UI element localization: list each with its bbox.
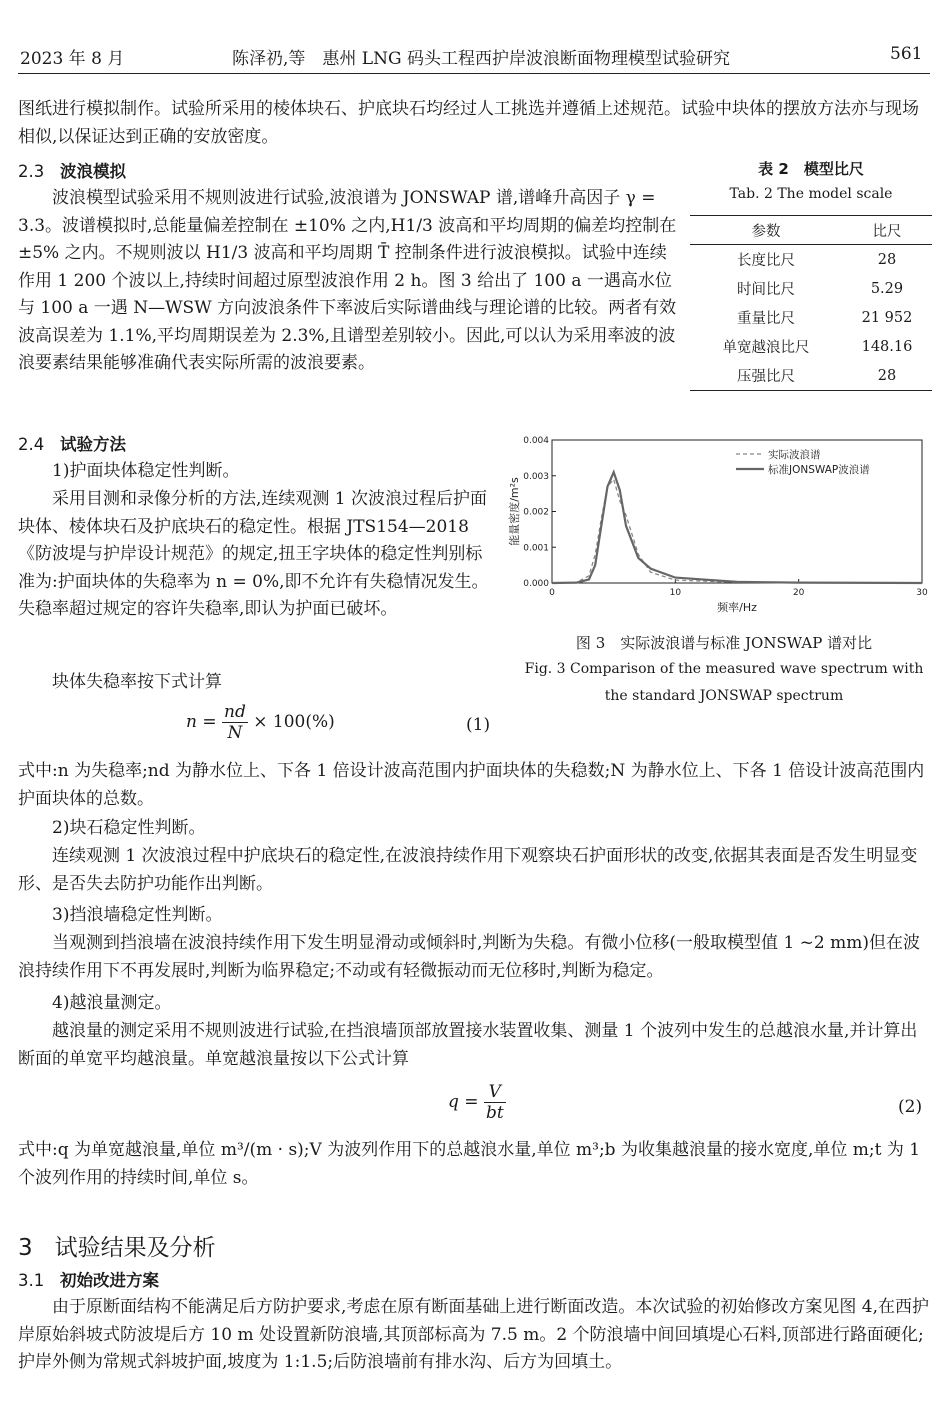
formula-1-fraction: [222, 702, 248, 743]
formula-1-numerator: nd: [224, 702, 246, 722]
x-tick-label: 10: [669, 588, 682, 598]
y-tick-label: 0.003: [523, 471, 549, 482]
table-cell: 压强比尺: [736, 369, 795, 385]
item-2-paragraph: 连续观测 1 次波浪过程中护底块石的稳定性,在波浪持续作用下观察块石护面形状的改变,依据其表面是否发生明显变形、是否失去防护功能作出判断。: [18, 846, 918, 894]
header-date: 2023 年 8 月: [20, 49, 125, 69]
legend-label: 标准JONSWAP波浪谱: [768, 464, 870, 476]
section-2-4-heading: [18, 431, 126, 455]
table-cell: 21 952: [861, 309, 913, 326]
table-header-cell: 比尺: [842, 216, 932, 245]
wave-spectrum-chart: [508, 428, 932, 623]
section-3-1-heading: [18, 1267, 159, 1291]
formula-1-denominator: N: [227, 723, 243, 743]
header-title: 陈泽礽,等 惠州 LNG 码头工程西护岸波浪断面物理模型试验研究: [232, 49, 730, 69]
formula-1: [186, 702, 335, 743]
section-title: 试验结果及分析: [54, 1235, 216, 1261]
section-number: 3: [18, 1235, 33, 1261]
formula-1-lhs: n =: [186, 712, 217, 732]
y-axis-label: 能量密度/m²s: [508, 477, 521, 546]
jonswap-spectrum-line: [552, 472, 922, 583]
table-row: [690, 332, 932, 361]
section-number: 2.3: [18, 162, 45, 181]
table-cell: 148.16: [861, 338, 913, 355]
x-tick-label: 20: [792, 588, 805, 598]
table-cell: 重量比尺: [736, 311, 795, 327]
item-1-title: 1)护面块体稳定性判断。: [52, 461, 240, 481]
y-tick-label: 0.001: [523, 543, 549, 554]
formula-1-explanation: 式中:n 为失稳率;nd 为静水位上、下各 1 倍设计波高范围内护面块体的失稳数;N 为静水位上、下各 1 倍设计波高范围内护面块体的总数。: [18, 761, 925, 809]
table-row: [690, 361, 932, 391]
x-tick-label: 0: [549, 588, 555, 598]
x-axis-label: 频率/Hz: [717, 601, 757, 614]
figure-3-caption-en-2: the standard JONSWAP spectrum: [604, 688, 844, 704]
calc-line: 块体失稳率按下式计算: [52, 672, 222, 692]
section-2-3-heading: [18, 158, 126, 182]
table-cell: 长度比尺: [736, 253, 795, 269]
table-cell: 5.29: [870, 280, 904, 297]
header-rule: [18, 73, 930, 74]
table-2-title: 表 2 模型比尺: [758, 160, 864, 178]
item-1-paragraph: 采用目测和录像分析的方法,连续观测 1 次波浪过程后护面块体、棱体块石及护底块石的稳定性。根据 JTS154—2018《防波堤与护岸设计规范》的规定,扭王字块体的稳定性判别标准为:护面块体的失稳率为 n = 0%,即不允许有失稳情况发生。失稳率超过规定的容许失稳率,即认为护面已破坏。: [18, 489, 489, 619]
table-cell: 28: [877, 251, 897, 268]
formula-2-fraction: [484, 1082, 506, 1123]
table-2-title-en: Tab. 2 The model scale: [729, 186, 893, 202]
formula-2-numerator: V: [484, 1082, 506, 1103]
y-tick-label: 0.000: [523, 579, 549, 589]
table-cell: 单宽越浪比尺: [722, 340, 810, 356]
section-3-heading: [18, 1229, 216, 1262]
item-3-paragraph: 当观测到挡浪墙在波浪持续作用下发生明显滑动或倾斜时,判断为失稳。有微小位移(一般取模型值 1 ~2 mm)但在波浪持续作用下不再发展时,判断为临界稳定;不动或有轻微振动而无位移时,判断为稳定。: [18, 933, 920, 981]
table-row: [690, 303, 932, 332]
formula-2-explanation: 式中:q 为单宽越浪量,单位 m³/(m · s);V 为波列作用下的总越浪水量,单位 m³;b 为收集越浪量的接水宽度,单位 m;t 为 1 个波列作用的持续时间,单位 s。: [18, 1140, 921, 1188]
section-3-1-paragraph: 由于原断面结构不能满足后方防护要求,考虑在原有断面基础上进行断面改造。本次试验的初始修改方案见图 4,在西护岸原始斜坡式防波堤后方 10 m 处设置新防浪墙,其顶部标高为 7.5 m。2 个防浪墙中间回填堤心石料,顶部进行路面硬化;护岸外侧为常规式斜坡护面,坡度为 1:1.5;后防浪墙前有排水沟、后方为回填土。: [18, 1297, 930, 1372]
section-title: 波浪模拟: [60, 162, 126, 181]
formula-2-number: (2): [898, 1097, 923, 1117]
item-3-title: 3)挡浪墙稳定性判断。: [52, 905, 223, 925]
table-cell: 时间比尺: [736, 282, 795, 298]
table-header-cell: 参数: [690, 216, 842, 245]
figure-3-caption-cn: 图 3 实际波浪谱与标准 JONSWAP 谱对比: [575, 634, 873, 652]
wave-simulation-paragraph: 波浪模型试验采用不规则波进行试验,波浪谱为 JONSWAP 谱,谱峰升高因子 γ = 3.3。波谱模拟时,总能量偏差控制在 ±10% 之内,H1/3 波高和平均周期的偏差均控制在 ±5% 之内。不规则波以 H1/3 波高和平均周期 T̄ 控制条件进行波浪模拟。试验中连续作用 1 200 个波以上,持续时间超过原型波浪作用 2 h。图 3 给出了 100 a 一遇高水位与 100 a 一遇 N—WSW 方向波浪条件下率波后实际谱曲线与理论谱的比较。两者有效波高误差为 1.1%,平均周期误差为 2.3%,且谱型差别较小。因此,可以认为采用率波的波浪要素结果能够准确代表实际所需的波浪要素。: [18, 188, 677, 373]
legend-label: 实际波浪谱: [768, 449, 821, 461]
x-tick-label: 30: [916, 588, 928, 598]
item-4-paragraph: 越浪量的测定采用不规则波进行试验,在挡浪墙顶部放置接水装置收集、测量 1 个波列中发生的总越浪水量,并计算出断面的单宽平均越浪量。单宽越浪量按以下公式计算: [18, 1021, 918, 1069]
plot-frame: [552, 440, 922, 583]
table-cell: 28: [877, 367, 897, 384]
section-title: 试验方法: [60, 435, 126, 454]
table-row: [690, 245, 932, 275]
formula-1-rhs: × 100(%): [253, 712, 335, 732]
formula-2-lhs: q =: [448, 1092, 479, 1112]
section-number: 3.1: [18, 1271, 45, 1290]
section-number: 2.4: [18, 435, 45, 454]
formula-1-number: (1): [466, 715, 491, 735]
section-title: 初始改进方案: [60, 1271, 159, 1290]
formula-2-denominator: bt: [485, 1103, 504, 1123]
figure-3-caption-en-1: Fig. 3 Comparison of the measured wave spectrum with: [524, 661, 924, 677]
header-page-number: 561: [890, 44, 923, 64]
measured-spectrum-line: [552, 479, 922, 583]
item-2-title: 2)块石稳定性判断。: [52, 818, 206, 838]
table-header-row: [690, 216, 932, 245]
intro-paragraph: 图纸进行模拟制作。试验所采用的棱体块石、护底块石均经过人工挑选并遵循上述规范。试验中块体的摆放方法亦与现场相似,以保证达到正确的安放密度。: [18, 99, 919, 147]
table-row: [690, 274, 932, 303]
item-4-title: 4)越浪量测定。: [52, 993, 172, 1013]
model-scale-table: [690, 215, 932, 391]
formula-2: [448, 1082, 506, 1123]
y-tick-label: 0.002: [523, 507, 549, 518]
y-tick-label: 0.004: [523, 436, 549, 446]
